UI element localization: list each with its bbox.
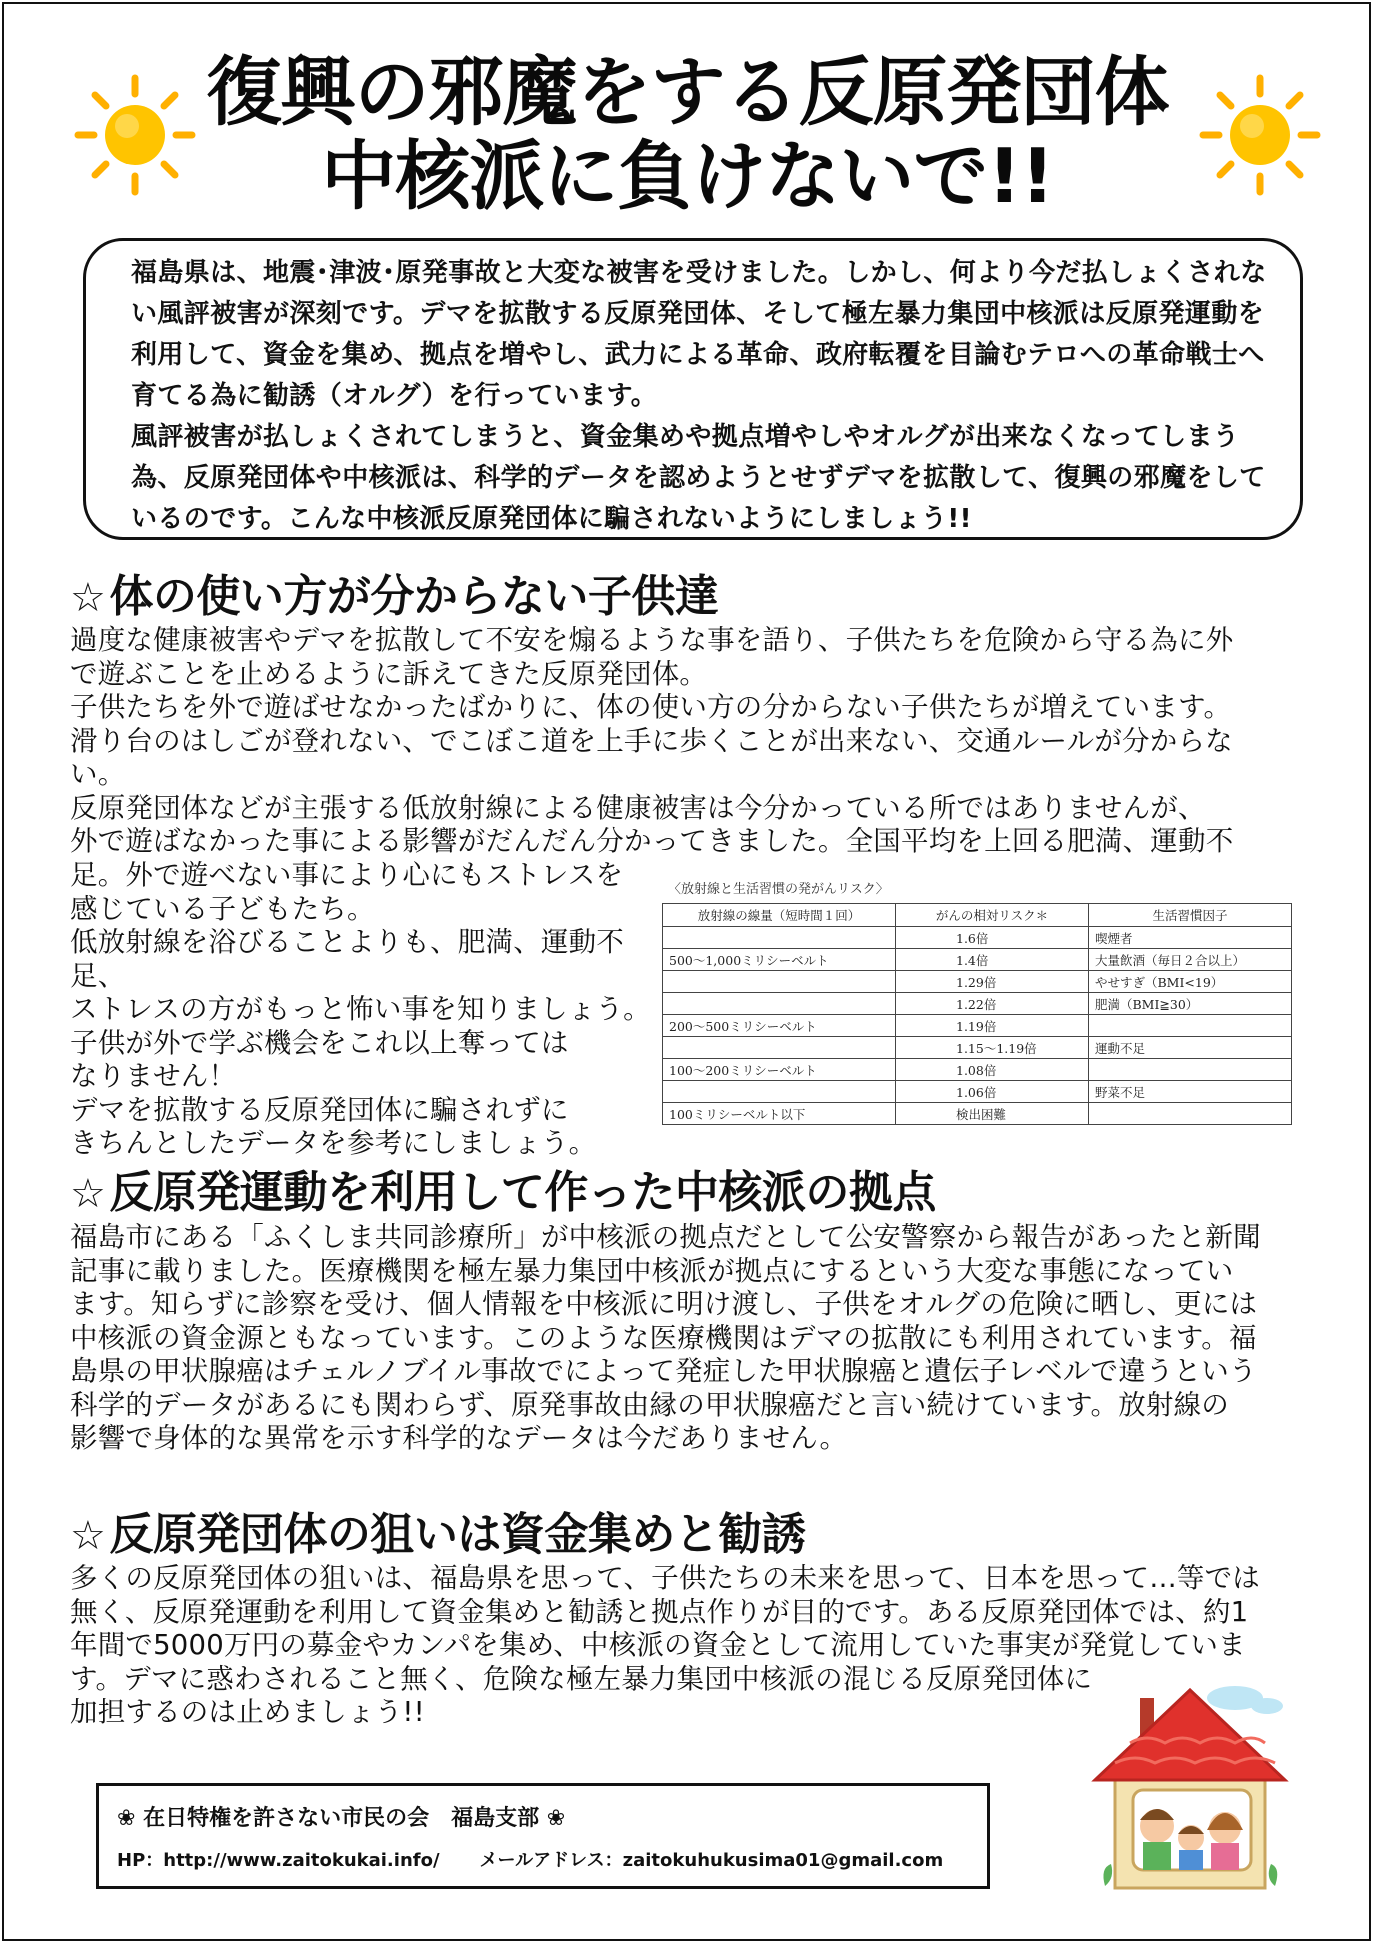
- text-line: 子供が外で学ぶ機会をこれ以上奪っては: [70, 1026, 569, 1059]
- mail-label: メールアドレス：: [479, 1850, 623, 1871]
- text-line: 感じている子どもたち。: [70, 892, 375, 925]
- footer-org-line: [117, 1804, 987, 1834]
- table-cell: [1089, 1103, 1292, 1125]
- star-icon: ☆: [70, 1171, 106, 1217]
- section-body: [70, 624, 1310, 859]
- footer-contact-box: [96, 1783, 990, 1889]
- footer-contact-line: [117, 1846, 987, 1876]
- table-caption: 〈放射線と生活習慣の発がんリスク〉: [668, 882, 889, 897]
- table-cell: [1089, 1059, 1292, 1081]
- table-cell: [663, 971, 896, 993]
- table-cell: やせすぎ（BMI<19）: [1089, 971, 1292, 993]
- text-line: 福島市にある「ふくしま共同診療所」が中核派の拠点だとして公安警察から報告があったと新聞: [70, 1221, 1261, 1253]
- mail-link[interactable]: zaitokuhukusima01@gmail.com: [622, 1850, 944, 1871]
- table-cell: 200〜500ミリシーベルト: [663, 1015, 896, 1037]
- risk-table-figure: [662, 878, 1292, 1125]
- table-cell: 1.19倍: [896, 1015, 1089, 1037]
- text-line: ストレスの方がもっと怖い事を知りましょう。: [70, 993, 651, 1025]
- page-title: [160, 50, 1215, 218]
- table-cell: 喫煙者: [1089, 927, 1292, 949]
- table-row: [663, 949, 1292, 971]
- text-line: 年間で5000万円の募金やカンパを集め、中核派の資金として流用していた事実が発覚していま: [70, 1629, 1246, 1661]
- text-line: 低放射線を浴びることよりも、肥満、運動不足、: [70, 926, 624, 992]
- table-row: [663, 993, 1292, 1015]
- text-line: 足。外で遊べない事により心にもストレスを: [70, 859, 624, 891]
- table-cell: [1089, 1015, 1292, 1037]
- text-line: 中核派の資金源ともなっています。このような医療機関はデマの拡散にも利用されています。福: [70, 1321, 1257, 1354]
- table-cell: 1.6倍: [896, 927, 1089, 949]
- text-line: 記事に載りました。医療機関を極左暴力集団中核派が拠点にするという大変な事態になってい: [70, 1254, 1234, 1287]
- table-cell: 肥満（BMI≧30）: [1089, 993, 1292, 1015]
- section-heading-text: 体の使い方が分からない子供達: [109, 571, 719, 622]
- text-line: で遊ぶことを止めるように訴えてきた反原発団体。: [70, 657, 708, 690]
- text-line: 外で遊ばなかった事による影響がだんだん分かってきました。全国平均を上回る肥満、運動不: [70, 825, 1234, 857]
- text-line: 島県の甲状腺癌はチェルノブイル事故でによって発症した甲状腺癌と遺伝子レベルで違うという: [70, 1355, 1257, 1387]
- table-cell: 100ミリシーベルト以下: [663, 1103, 896, 1125]
- section-heading-text: 反原発団体の狙いは資金集めと勧誘: [109, 1509, 806, 1560]
- table-cell: 100〜200ミリシーベルト: [663, 1059, 896, 1081]
- text-line: 子供たちを外で遊ばせなかったばかりに、体の使い方の分からない子供たちが増えています。: [70, 691, 1232, 723]
- intro-paragraph: 風評被害が払しょくされてしまうと、資金集めや拠点増やしやオルグが出来なくなってしまう為、反原発団体や中核派は、科学的データを認めようとせずデマを拡散して、復興の邪魔をしているのです。こんな中核派反原発団体に騙されないようにしましょう!!: [131, 422, 1266, 534]
- table-header: がんの相対リスク＊: [896, 904, 1089, 927]
- text-line: い。: [70, 758, 126, 790]
- hp-label: HP：: [117, 1850, 164, 1871]
- flower-icon: ❀: [117, 1806, 136, 1831]
- section-heading: [70, 572, 718, 623]
- section-body: [70, 1221, 1320, 1456]
- text-line: 多くの反原発団体の狙いは、福島県を思って、子供たちの未来を思って、日本を思って…等では: [70, 1562, 1260, 1594]
- org-name: 在日特権を許さない市民の会 福島支部: [143, 1806, 540, 1831]
- table-cell: [663, 993, 896, 1015]
- text-line: 滑り台のはしごが登れない、でこぼこ道を上手に歩くことが出来ない、交通ルールが分からな: [70, 724, 1233, 757]
- table-cell: 1.08倍: [896, 1059, 1089, 1081]
- text-line: 影響で身体的な異常を示す科学的なデータは今だありません。: [70, 1422, 848, 1454]
- table-cell: 1.29倍: [896, 971, 1089, 993]
- section-heading-text: 反原発運動を利用して作った中核派の拠点: [109, 1167, 936, 1218]
- table-cell: [663, 927, 896, 949]
- section-heading: [70, 1510, 805, 1561]
- table-cell: 野菜不足: [1089, 1081, 1292, 1103]
- table-header-row: [663, 904, 1292, 927]
- text-line: きちんとしたデータを参考にしましょう。: [70, 1127, 597, 1159]
- star-icon: ☆: [70, 1513, 106, 1559]
- table-cell: 検出困難: [896, 1103, 1089, 1125]
- table-cell: [663, 1037, 896, 1059]
- text-line: なりません！: [70, 1060, 237, 1092]
- text-line: 加担するのは止めましょう!!: [70, 1696, 425, 1728]
- table-row: [663, 1059, 1292, 1081]
- table-cell: 1.06倍: [896, 1081, 1089, 1103]
- table-row: [663, 1037, 1292, 1059]
- text-line: 科学的データがあるにも関わらず、原発事故由縁の甲状腺癌だと言い続けています。放射線の: [70, 1388, 1229, 1421]
- intro-box: [83, 238, 1303, 540]
- flower-icon: ❀: [546, 1806, 566, 1831]
- text-line: 過度な健康被害やデマを拡散して不安を煽るような事を語り、子供たちを危険から守る為に外: [70, 624, 1234, 656]
- table-cell: 500〜1,000ミリシーベルト: [663, 949, 896, 971]
- table-cell: 運動不足: [1089, 1037, 1292, 1059]
- table-row: [663, 971, 1292, 993]
- text-line: 反原発団体などが主張する低放射線による健康被害は今分かっている所ではありませんが、: [70, 791, 1206, 824]
- hp-link[interactable]: http://www.zaitokukai.info/: [163, 1850, 440, 1871]
- intro-paragraph: 福島県は、地震･津波･原発事故と大変な被害を受けました。しかし、何より今だ払しょくされない風評被害が深刻です。デマを拡散する反原発団体、そして極左暴力集団中核派は反原発運動を利用して、資金を集め、拠点を増やし、武力による革命、政府転覆を目論むテロへの革命戦士へ育てる為に勧誘（オルグ）を行っています。: [131, 258, 1267, 411]
- text-line: ます。知らずに診察を受け、個人情報を中核派に明け渡し、子供をオルグの危険に晒し、更には: [70, 1288, 1258, 1320]
- text-line: デマを拡散する反原発団体に騙されずに: [70, 1093, 569, 1126]
- table-cell: 大量飲酒（毎日２合以上）: [1089, 949, 1292, 971]
- table-cell: 1.22倍: [896, 993, 1089, 1015]
- risk-table: [662, 903, 1292, 1125]
- table-cell: 1.15〜1.19倍: [896, 1037, 1089, 1059]
- star-icon: ☆: [70, 575, 106, 621]
- table-row: [663, 1081, 1292, 1103]
- table-header: 放射線の線量（短時間１回）: [663, 904, 896, 927]
- table-row: [663, 927, 1292, 949]
- section-heading: [70, 1168, 936, 1219]
- title-line-1: 復興の邪魔をする反原発団体: [206, 48, 1169, 136]
- table-cell: 1.4倍: [896, 949, 1089, 971]
- table-row: [663, 1015, 1292, 1037]
- text-line: 無く、反原発運動を利用して資金集めと勧誘と拠点作りが目的です。ある反原発団体では、約1: [70, 1595, 1249, 1628]
- text-line: す。デマに惑わされること無く、危険な極左暴力集団中核派の混じる反原発団体に: [70, 1662, 1093, 1695]
- table-header: 生活習慣因子: [1089, 904, 1292, 927]
- house-family-illustration: [1085, 1668, 1295, 1898]
- table-row: [663, 1103, 1292, 1125]
- table-cell: [663, 1081, 896, 1103]
- section-body: [70, 859, 670, 1161]
- title-line-2: 中核派に負けないで!!: [321, 132, 1054, 220]
